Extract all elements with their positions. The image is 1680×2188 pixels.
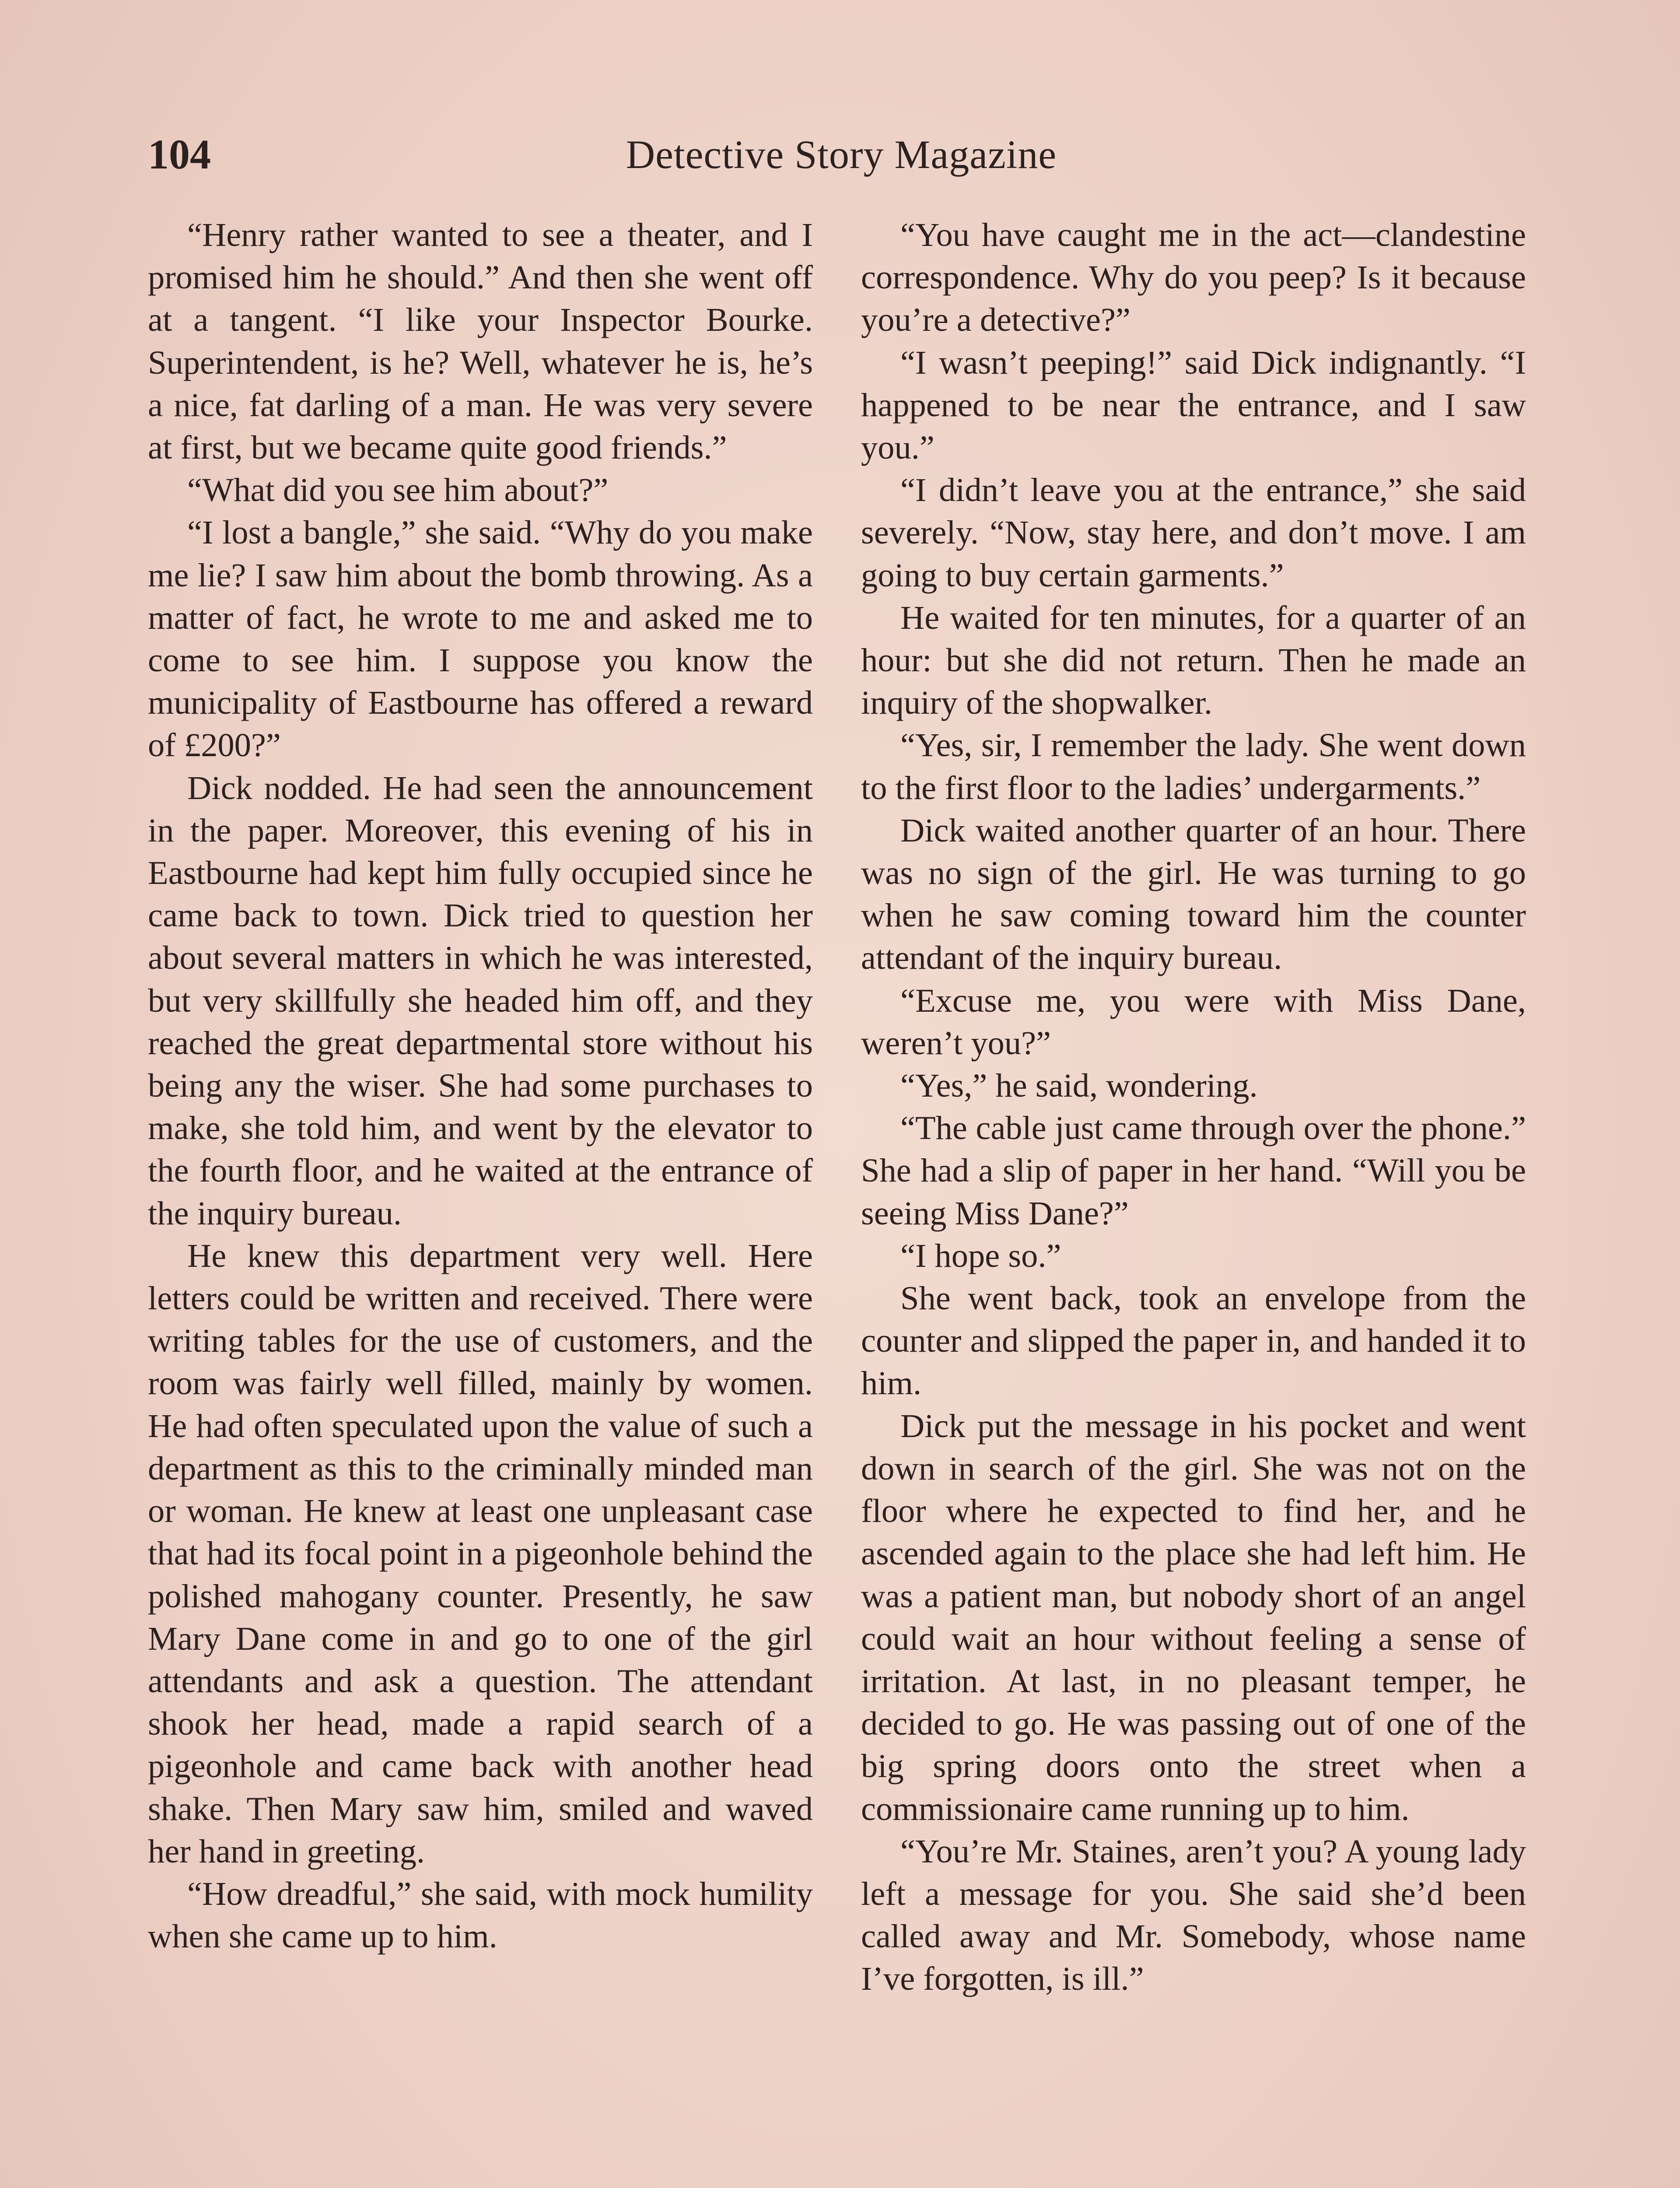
page-number: 104 (148, 131, 211, 178)
paragraph: She went back, took an envelope from the counter and slipped the paper in, and handed it to him. (861, 1280, 1526, 1402)
paragraph: “I lost a bangle,” she said. “Why do you make me lie? I saw him about the bomb throwing. As a matter of fact, he wrote to me and asked me to come to see him. I suppose you know the municipality of Eastbourne has offered a reward of £200?” (148, 514, 813, 764)
paragraph: “I didn’t leave you at the entrance,” she said severely. “Now, stay here, and don’t move. I am going to buy certain garments.” (861, 471, 1526, 594)
left-column (148, 214, 813, 1957)
page-header (148, 130, 1535, 196)
paragraph: “Yes, sir, I remember the lady. She went down to the first floor to the ladies’ undergarments.” (861, 726, 1526, 806)
paragraph: “You’re Mr. Staines, aren’t you? A young lady left a message for you. She said she’d been called away and Mr. Somebody, whose name I’ve forgotten, is ill.” (861, 1832, 1526, 1998)
paragraph: “Yes,” he said, wondering. (900, 1067, 1258, 1105)
paragraph: “I hope so.” (900, 1237, 1061, 1274)
paragraph: “Excuse me, you were with Miss Dane, weren’t you?” (861, 982, 1526, 1062)
paragraph: Dick waited another quarter of an hour. There was no sign of the girl. He was turning to go when he saw coming toward him the counter attendant of the inquiry bureau. (861, 811, 1526, 977)
paragraph: “The cable just came through over the phone.” She had a slip of paper in her hand. “Will you be seeing Miss Dane?” (861, 1109, 1526, 1232)
paragraph: “I wasn’t peeping!” said Dick indignantly. “I happened to be near the entrance, and I saw you.” (861, 344, 1526, 466)
paragraph: “How dreadful,” she said, with mock humility when she came up to him. (148, 1875, 813, 1955)
paragraph: “Henry rather wanted to see a theater, and I promised him he should.” And then she went off at a tangent. “I like your Inspector Bourke. Superintendent, is he? Well, whatever he is, he’s a nice, fat darling of a man. He was very severe at first, but we became quite good friends.” (148, 216, 813, 466)
paragraph: He waited for ten minutes, for a quarter of an hour: but she did not return. Then he made an inquiry of the shopwalker. (861, 599, 1526, 722)
paragraph: “You have caught me in the act—clandestine correspondence. Why do you peep? Is it because you’re a detective?” (861, 216, 1526, 339)
running-title: Detective Story Magazine (626, 132, 1057, 177)
paragraph: “What did you see him about?” (187, 471, 609, 509)
paragraph: He knew this department very well. Here letters could be written and received. There were writing tables for the use of customers, and the room was fairly well filled, mainly by women. He had often speculated upon the value of such a department as this to the criminally minded man or woman. He knew at least one unpleasant case that had its focal point in a pigeonhole behind the polished mahogany counter. Presently, he saw Mary Dane come in and go to one of the girl attendants and ask a question. The attendant shook her head, made a rapid search of a pigeonhole and came back with another head shake. Then Mary saw him, smiled and waved her hand in greeting. (148, 1237, 813, 1870)
paragraph: Dick put the message in his pocket and went down in search of the girl. She was not on the floor where he expected to find her, and he ascended again to the place she had left him. He was a patient man, but nobody short of an angel could wait an hour without feeling a sense of irritation. At last, in no pleasant temper, he decided to go. He was passing out of one of the big spring doors onto the street when a commissionaire came running up to him. (861, 1407, 1526, 1827)
paragraph: Dick nodded. He had seen the announcement in the paper. Moreover, this evening of his in Eastbourne had kept him fully occupied since he came back to town. Dick tried to question her about several matters in which he was interested, but very skillfully she headed him off, and they reached the great departmental store without his being any the wiser. She had some purchases to make, she told him, and went by the elevator to the fourth floor, and he waited at the entrance of the inquiry bureau. (148, 769, 813, 1232)
right-column (861, 214, 1526, 2000)
